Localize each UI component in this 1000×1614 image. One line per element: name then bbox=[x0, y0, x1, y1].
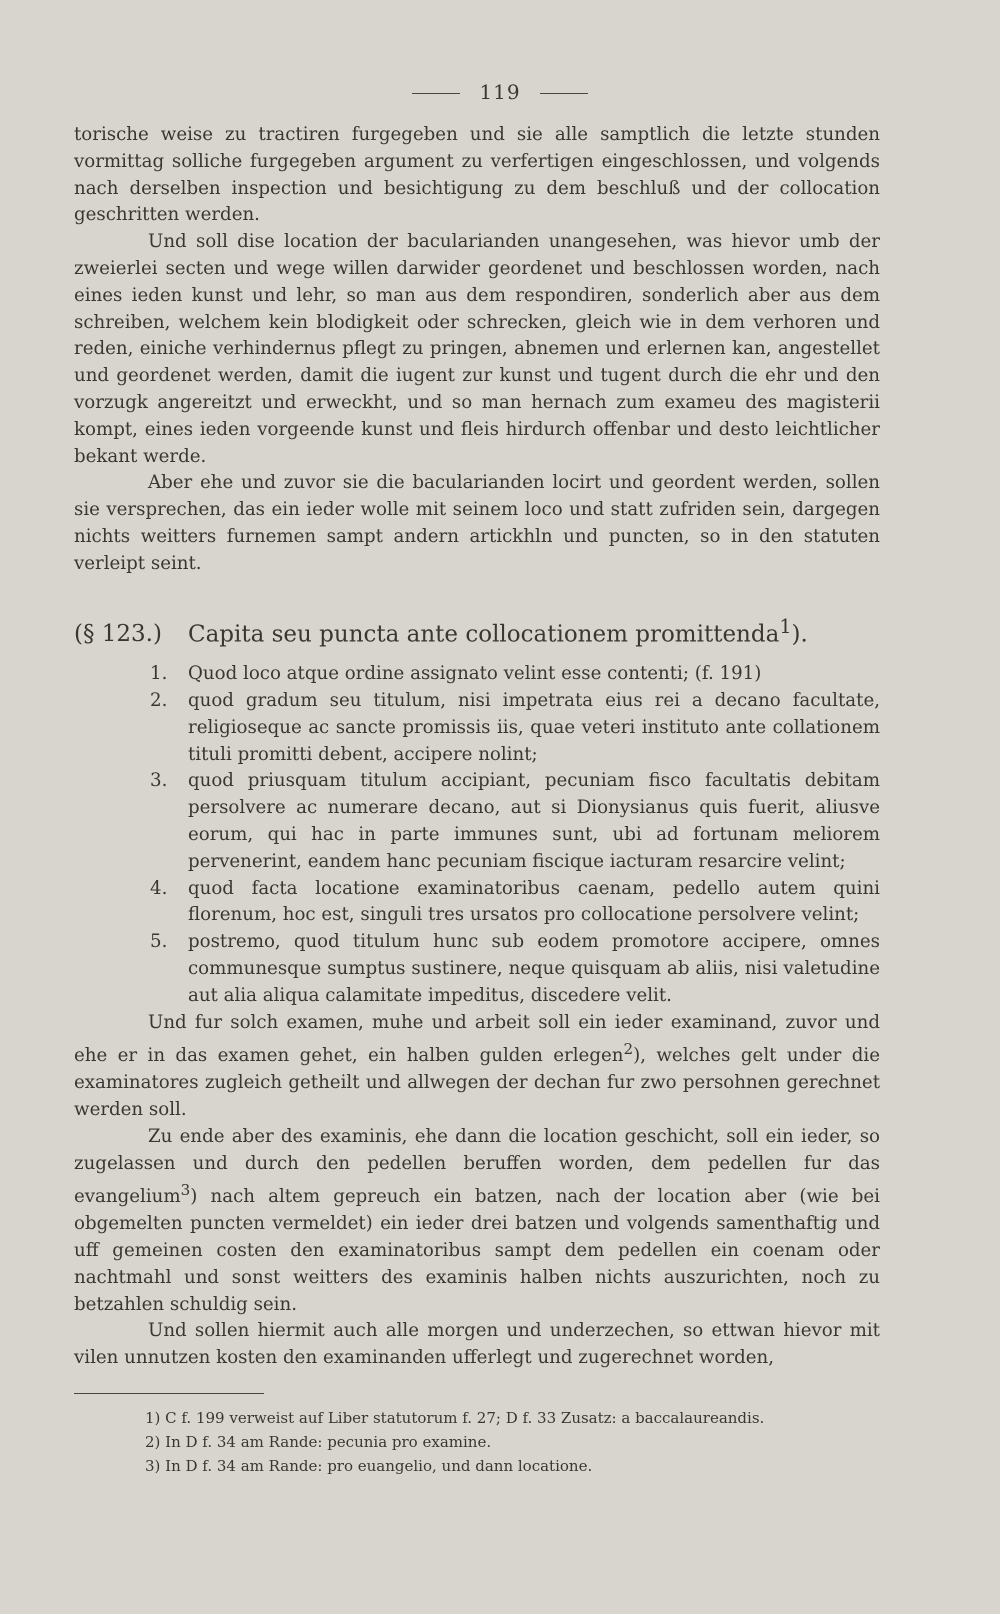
list-item: 4. quod facta locatione examinatoribus caenam, pedello autem quini florenum, hoc est, singuli tres ursatos pro collocatione persolvere velint; bbox=[150, 877, 880, 926]
paragraph-3: Aber ehe und zuvor sie die bacularianden locirt und geordent werden, sollen sie versprechen, das ein ieder wolle mit seinem loco und statt zufriden sein, dargegen nichts weitters furnemen sampt andern artickhln und puncten, so in den statuten verleipt seint. bbox=[74, 472, 880, 574]
list-item: 3. quod priusquam titulum accipiant, pecuniam fisco facultatis debitam persolvere ac numerare decano, aut si Dionysianus quis fuerit, aliusve eorum, qui hac in parte immunes sunt, ubi ad fortunam meliorem pervenerint, eandem hanc pecuniam fiscique iacturam resarcire velint; bbox=[150, 770, 880, 872]
body-text bbox=[74, 122, 880, 1372]
section-title: Capita seu puncta ante collocationem promittenda bbox=[187, 621, 780, 648]
header-dash-left bbox=[412, 93, 460, 94]
paragraph-1: torische weise zu tractiren furgegeben und sie alle samptlich die letzte stunden vormittag solliche furgegeben argument zu verfertigen eingeschlossen, und volgends nach derselben inspection und besichtigung zu dem beschluß und der collocation geschritten werden. bbox=[74, 124, 880, 226]
paragraph-4: Und fur solch examen, muhe und arbeit soll ein ieder examinand, zuvor und ehe er in das examen gehet, ein halben gulden erlegen$^2$), welches gelt under die examinatores zugleich getheilt und allwegen der dechan fur zwo persohnen gerechnet werden soll. bbox=[74, 1011, 880, 1121]
footnote-divider bbox=[74, 1393, 264, 1394]
section-heading: (§ 123.) Capita seu puncta ante collocationem promittenda$^1$). bbox=[74, 614, 808, 648]
capita-list bbox=[150, 661, 880, 1009]
footnotes bbox=[145, 1406, 845, 1478]
list-item: 1. Quod loco atque ordine assignato velint esse contenti; (f. 191) bbox=[150, 663, 762, 685]
footnote-1: 1) C f. 199 verweist auf Liber statutorum f. 27; D f. 33 Zusatz: a baccalaureandis. bbox=[145, 1409, 765, 1427]
footnote-2: 2) In D f. 34 am Rande: pecunia pro examine. bbox=[145, 1433, 492, 1451]
paragraph-5: Zu ende aber des examinis, ehe dann die location geschicht, soll ein ieder, so zugelassen und durch den pedellen beruffen worden, dem pedellen fur das evangelium$^3$) nach altem gepreuch ein batzen, nach der location aber (wie bei obgemelten puncten vermeldet) ein ieder drei batzen und volgends samenthaftig und uff gemeinen costen den examinatoribus sampt dem pedellen ein coenam oder nachtmahl und sonst weitters des examinis halben nichts auszurichten, noch zu betzahlen schuldig sein. bbox=[74, 1125, 880, 1315]
footnote-ref-2: 2 bbox=[623, 1040, 634, 1059]
page-header bbox=[0, 80, 1000, 104]
footnote-ref-3: 3 bbox=[180, 1181, 191, 1200]
footnote-ref-1: 1 bbox=[779, 614, 792, 638]
paragraph-2: Und soll dise location der bacularianden unangesehen, was hievor umb der zweierlei secten und wege willen darwider geordenet und beschlossen worden, nach eines ieden kunst und lehr, so man aus dem respondiren, sonderlich aber aus dem schreiben, welchem kein blodigkeit oder schrecken, gleich wie in dem verhoren und reden, einiche verhindernus pflegt zu pringen, abnemen und erlernen kan, angestellet und geordenet werden, damit die iugent zur kunst und tugent durch die ehr und den vorzugk angereitzt und erweckht, und so man hernach zum exameu des magisterii kompt, eines ieden vorgeende kunst und fleis hirdurch offenbar und desto leichtlicher bekant werde. bbox=[74, 231, 880, 467]
list-item: 2. quod gradum seu titulum, nisi impetrata eius rei a decano facultate, religioseque ac sancte promissis iis, quae veteri instituto ante collationem tituli promitti debent, accipere nolint; bbox=[150, 690, 880, 765]
section-number: (§ 123.) bbox=[74, 621, 162, 648]
list-item: 5. postremo, quod titulum hunc sub eodem promotore accipere, omnes communesque sumptus sustinere, neque quisquam ab aliis, nisi valetudine aut alia aliqua calamitate impeditus, discedere velit. bbox=[150, 931, 880, 1006]
paragraph-6: Und sollen hiermit auch alle morgen und underzechen, so ettwan hievor mit vilen unnutzen kosten den examinanden ufferlegt und zugerechnet worden, bbox=[74, 1320, 880, 1369]
page-number: 119 bbox=[479, 80, 521, 104]
footnote-3: 3) In D f. 34 am Rande: pro euangelio, und dann locatione. bbox=[145, 1457, 593, 1475]
header-dash-right bbox=[540, 93, 588, 94]
